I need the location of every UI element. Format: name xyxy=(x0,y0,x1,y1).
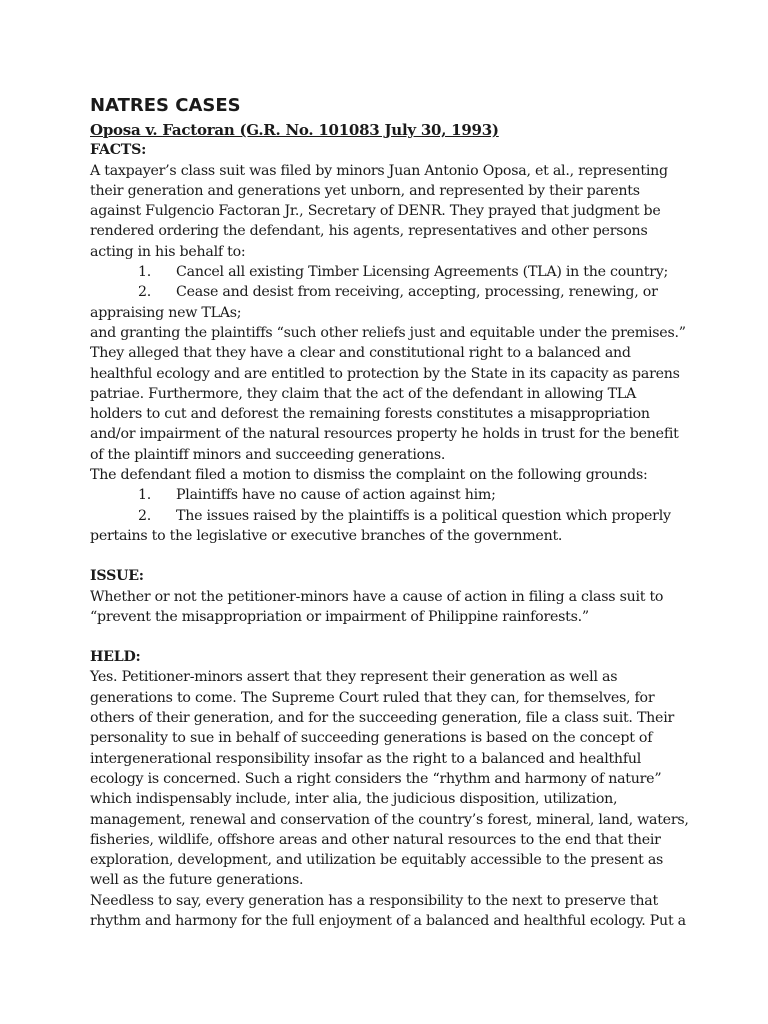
list-text: Cease and desist from receiving, accepting, processing, renewing, or appraising new TLAs; xyxy=(90,284,658,321)
case-title: Oposa v. Factoran (G.R. No. 101083 July 30, 1993) xyxy=(90,121,499,139)
list-text: Plaintiffs have no cause of action against him; xyxy=(176,487,496,504)
ground-item-1 xyxy=(90,485,690,505)
spacer xyxy=(90,627,690,647)
facts-heading: FACTS: xyxy=(90,142,147,159)
list-text: The issues raised by the plaintiffs is a political question which properly pertains to the legislative or executive branches of the government. xyxy=(90,507,671,544)
facts-paragraph-1: A taxpayer’s class suit was filed by minors Juan Antonio Oposa, et al., representing their generation and generations yet unborn, and represented by their parents against Fulgencio Factoran Jr., Secretary of DENR. They prayed that judgment be rendered ordering the defendant, his agents, representatives and other persons acting in his behalf to: xyxy=(90,162,668,260)
held-paragraph-1: Yes. Petitioner-minors assert that they represent their generation as well as generations to come. The Supreme Court ruled that they can, for themselves, for others of their generation, and for the succeeding generation, file a class suit. Their personality to sue in behalf of succeeding generations is based on the concept of intergenerational responsibility insofar as the right to a balanced and healthful ecology is concerned. Such a right considers the “rhythm and harmony of nature” which indispensably include, inter alia, the judicious disposition, utilization, management, renewal and conservation of the country’s forest, mineral, land, waters, fisheries, wildlife, offshore areas and other natural resources to the end that their exploration, development, and utilization be equitably accessible to the present as well as the future generations. xyxy=(90,669,689,889)
prayer-item-1 xyxy=(90,262,690,282)
prayer-item-2 xyxy=(90,282,690,323)
issue-paragraph: Whether or not the petitioner-minors have a cause of action in filing a class suit to “prevent the misappropriation or impairment of Philippine rainforests.” xyxy=(90,588,664,625)
issue-heading: ISSUE: xyxy=(90,568,144,585)
facts-paragraph-2: and granting the plaintiffs “such other reliefs just and equitable under the premises.” They alleged that they have a clear and constitutional right to a balanced and healthful ecology and are entitled to protection by the State in its capacity as parens patriae. Furthermore, they claim that the act of the defendant in allowing TLA holders to cut and deforest the remaining forests constitutes a misappropriation and/or impairment of the natural resources property he holds in trust for the benefit of the plaintiff minors and succeeding generations. xyxy=(90,324,686,463)
list-number: 2. xyxy=(138,284,152,301)
facts-paragraph-3: The defendant filed a motion to dismiss the complaint on the following grounds: xyxy=(90,467,648,484)
list-number: 1. xyxy=(138,487,152,504)
ground-item-2 xyxy=(90,506,690,547)
spacer xyxy=(90,546,690,566)
list-number: 2. xyxy=(138,507,152,524)
document-page xyxy=(90,92,690,931)
document-title: NATRES CASES xyxy=(90,95,241,116)
held-heading: HELD: xyxy=(90,649,141,666)
list-text: Cancel all existing Timber Licensing Agreements (TLA) in the country; xyxy=(176,264,669,281)
list-number: 1. xyxy=(138,264,152,281)
held-paragraph-2: Needless to say, every generation has a responsibility to the next to preserve that rhythm and harmony for the full enjoyment of a balanced and healthful ecology. Put a xyxy=(90,892,686,929)
